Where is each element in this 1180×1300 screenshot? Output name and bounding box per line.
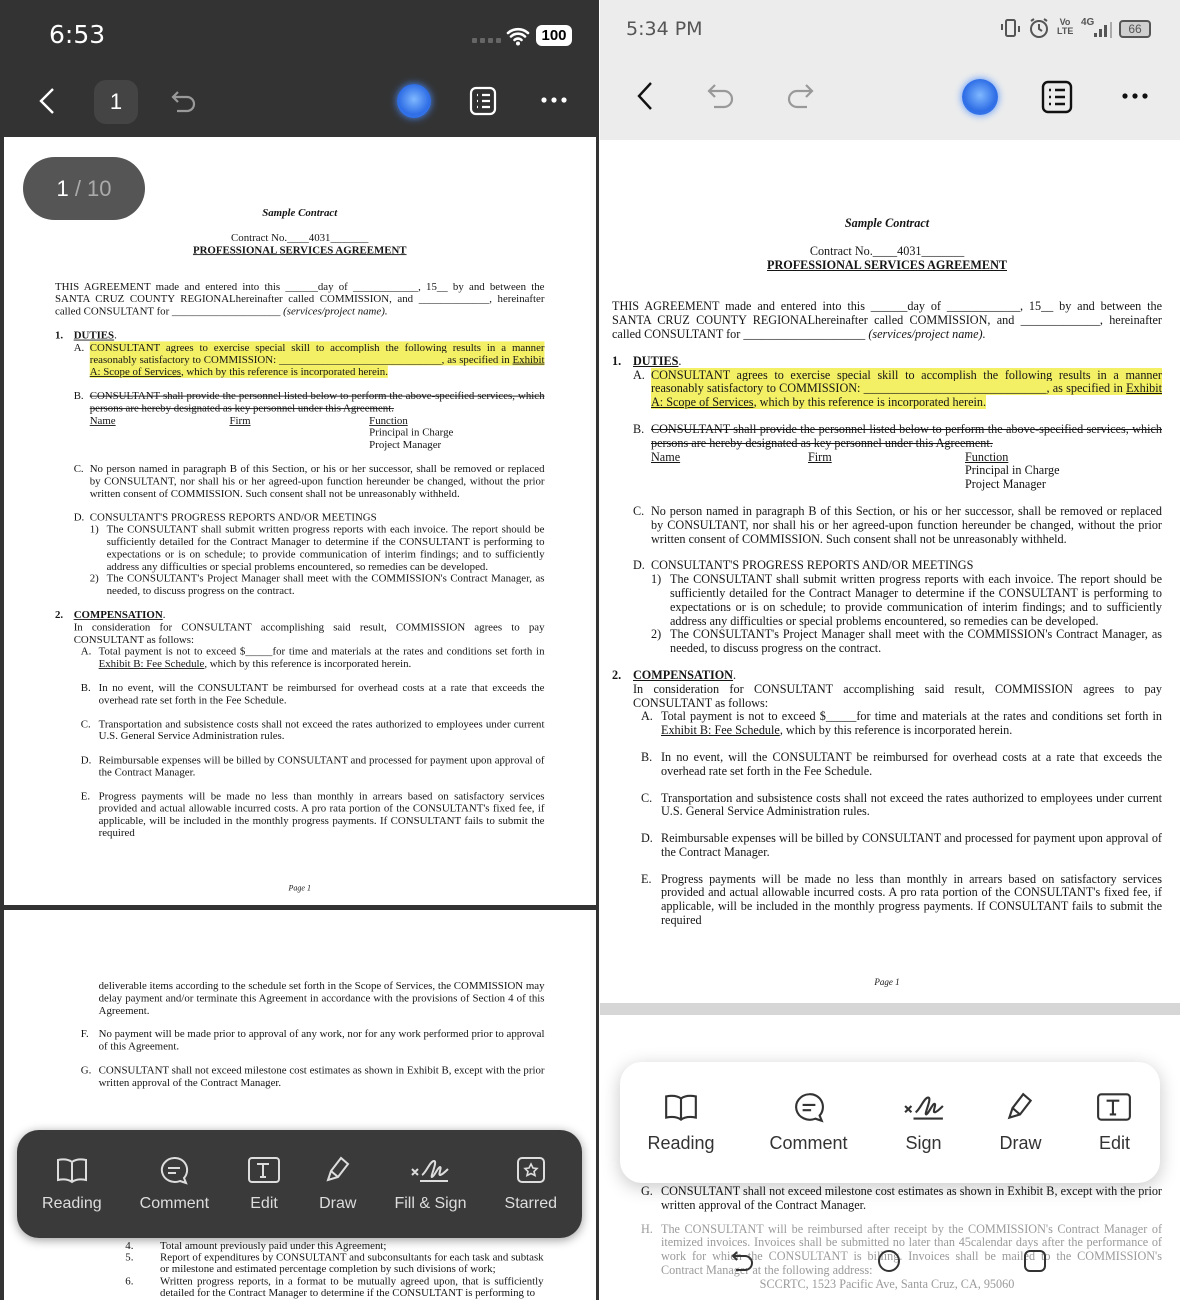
wifi-icon	[506, 26, 530, 46]
contract-number: Contract No.____4031_______	[809, 243, 965, 258]
undo-icon[interactable]	[706, 82, 736, 110]
volte-indicator: Vo LTE	[1057, 17, 1074, 36]
book-icon	[663, 1091, 699, 1123]
paragraph-duties-D: D. CONSULTANT'S PROGRESS REPORTS AND/OR MEETINGS	[633, 558, 974, 573]
pen-icon	[323, 1155, 353, 1185]
battery-indicator: 100	[536, 25, 572, 46]
paragraph-comp-C: C. Transportation and subsistence costs shall not exceed the rates authorized to employees under current U.S. General Service Administration rules.	[641, 790, 1162, 819]
exhibit-a-link[interactable]: Exhibit A: Scope of Services	[89, 353, 545, 379]
section-compensation: 2. COMPENSATION .	[55, 608, 166, 621]
mailing-address: SCCRTC, 1523 Pacific Ave, Santa Cruz, CA, 95060	[759, 1276, 1015, 1291]
draw-button[interactable]: Draw	[319, 1155, 356, 1213]
paragraph-duties-B: B. CONSULTANT shall provide the personnel listed below to perform the above-specified services, which persons are hereby designated as key personnel under this Agreement.	[73, 389, 545, 415]
book-icon	[55, 1155, 89, 1185]
back-icon[interactable]	[634, 80, 656, 112]
page-footer: Page 1	[874, 976, 900, 987]
intro-paragraph: THIS AGREEMENT made and entered into this ______day of ____________, 15__ by and between the SANTA CRUZ COUNTY REGIONALhereinafter called COMMISSION, and _____________, hereinafter called CONSULTANT for ____________________ (services/project name).	[55, 280, 545, 318]
page-counter: 1 / 10	[23, 157, 145, 220]
contract-number: Contract No.____4031_______	[231, 230, 369, 244]
paragraph-duties-A: A. CONSULTANT agrees to exercise special skill to accomplish the following results in a manner reasonably satisfactory to COMMISSION: ______________________________, as specified in Exhibit A: Scope of Services, which by this reference is incorporated herein.	[73, 341, 545, 379]
paragraph-duties-C: C. No person named in paragraph B of this Section, or his or her successor, shall be removed or replaced by CONSULTANT, nor shall his or her agreed-upon function hereunder be changed, without the prior written consent of COMMISSION. Such consent shall not be unreasonably withheld.	[633, 503, 1162, 546]
status-time: 6:53	[49, 20, 106, 49]
nav-back-icon[interactable]	[730, 1248, 756, 1274]
edit-button[interactable]: Edit	[1096, 1091, 1132, 1154]
paragraph-comp-A: A. Total payment is not to exceed $_____for time and materials at the rates and conditions set forth in Exhibit B: Fee Schedule, which by this reference is incorporated herein.	[641, 709, 1162, 738]
paragraph-comp-A: A. Total payment is not to exceed $_____for time and materials at the rates and conditions set forth in Exhibit B: Fee Schedule, which by this reference is incorporated herein.	[80, 645, 545, 670]
battery-indicator: 66	[1119, 20, 1151, 38]
paragraph-D1: 1) The CONSULTANT shall submit written progress reports with each invoice. The report should be sufficiently detailed for the Contract Manager to determine if the CONSULTANT is performing to expectations or is on schedule; to provide communication of interim findings; and to sufficiently address any difficulties or special problems encountered, so remedies can be developed.	[651, 572, 1162, 628]
paragraph-comp-D: D. Reimbursable expenses will be billed by CONSULTANT and processed for payment upon approval of the Contract Manager.	[80, 753, 545, 779]
key-personnel-table: Name Firm Function Principal in Charge Project Manager	[89, 413, 454, 451]
more-options-icon[interactable]	[540, 95, 568, 105]
paragraph-H: H. The CONSULTANT will be reimbursed after receipt by the COMMISSION's Contract Manager of itemized invoices. Invoices shall be submitted no later than 45calendar days after the performance of work for which the CONSULTANT is billing. Invoices shall be mailed to the COMMISSION's Contract Manager at the following address:	[641, 1221, 1162, 1277]
vibrate-icon	[1000, 18, 1022, 38]
comment-button[interactable]: Comment	[770, 1091, 848, 1154]
starred-button[interactable]: Starred	[505, 1155, 557, 1213]
doc-title: Sample Contract	[262, 206, 338, 219]
exhibit-b-link[interactable]: Exhibit B: Fee Schedule	[98, 657, 205, 670]
agreement-heading: PROFESSIONAL SERVICES AGREEMENT	[767, 257, 1007, 272]
ai-assistant-icon[interactable]	[962, 79, 998, 115]
undo-icon[interactable]	[170, 88, 198, 114]
document-page-1	[4, 137, 596, 905]
doc-title: Sample Contract	[844, 216, 930, 230]
document-page-1	[600, 140, 1180, 1003]
right-phone-screen	[600, 0, 1180, 1300]
bottom-toolbar	[620, 1062, 1160, 1183]
edit-text-icon	[1096, 1091, 1132, 1123]
signature-icon	[410, 1155, 450, 1185]
alarm-icon	[1028, 17, 1050, 39]
section-duties: 1. DUTIES .	[612, 353, 682, 368]
key-personnel-table: Name Firm Function Principal in Charge Project Manager	[651, 449, 1060, 492]
nav-recents-icon[interactable]	[1023, 1249, 1047, 1273]
outline-list-icon[interactable]	[469, 86, 497, 116]
signal-dots-icon	[472, 38, 501, 43]
paragraph-comp-B: B. In no event, will the CONSULTANT be reimbursed for overhead costs at a rate that exceeds the overhead rate set forth in the Fee Schedule.	[80, 681, 545, 707]
page-number-button[interactable]: 1	[94, 80, 138, 124]
page-footer: Page 1	[288, 883, 311, 893]
paragraph-comp-C: C. Transportation and subsistence costs shall not exceed the rates authorized to employees under current U.S. General Service Administration rules.	[80, 717, 545, 743]
reading-button[interactable]: Reading	[42, 1155, 102, 1213]
agreement-heading: PROFESSIONAL SERVICES AGREEMENT	[192, 243, 407, 256]
paragraph-F: F. No payment will be made prior to approval of any work, nor for any work performed prior to approval of this Agreement.	[80, 1027, 545, 1053]
intro-paragraph: THIS AGREEMENT made and entered into this ______day of ____________, 15__ by and between the SANTA CRUZ COUNTY REGIONALhereinafter called COMMISSION, and _____________, hereinafter called CONSULTANT for ____________________ (services/project name).	[612, 299, 1162, 341]
list-item: 6. Written progress reports, in a format to be mutually agreed upon, that is sufficiently detailed for the Contract Manager to determine if the CONSULTANT is performing to	[125, 1274, 544, 1299]
paragraph-comp-E: E. Progress payments will be made no less than monthly in arrears based on satisfactory services provided and actual allowable incurred costs. A pro rata portion of the CONSULTANT's fixed fee, if applicable, will be included in the monthly progress payments. If CONSULTANT fails to submit the required	[80, 789, 545, 839]
status-time: 5:34 PM	[626, 18, 703, 40]
list-item: 4. Total amount previously paid under this Agreement;	[125, 1238, 387, 1252]
compensation-intro: In consideration for CONSULTANT accomplishing said result, COMMISSION agrees to pay CONSULTANT as follows:	[633, 681, 1162, 710]
sign-button[interactable]: Sign	[903, 1091, 945, 1154]
paragraph-duties-D: D. CONSULTANT'S PROGRESS REPORTS AND/OR MEETINGS	[73, 510, 377, 524]
exhibit-b-link[interactable]: Exhibit B: Fee Schedule	[661, 723, 780, 738]
paragraph-D1: 1) The CONSULTANT shall submit written progress reports with each invoice. The report should be sufficiently detailed for the Contract Manager to determine if the CONSULTANT is performing to expectations or is on schedule; to provide communication of interim findings; and to sufficiently address any difficulties or special problems encountered, so remedies can be developed.	[89, 523, 545, 573]
bottom-toolbar	[17, 1130, 582, 1238]
paragraph-duties-A: A. CONSULTANT agrees to exercise special skill to accomplish the following results in a manner reasonably satisfactory to COMMISSION: ______________________________, as specified in Exhibit A: Scope of Services, which by this reference is incorporated herein.	[633, 367, 1162, 410]
section-duties: 1. DUTIES .	[55, 328, 117, 342]
paragraph-comp-E: E. Progress payments will be made no less than monthly in arrears based on satisfactory services provided and actual allowable incurred costs. A pro rata portion of the CONSULTANT's fixed fee, if applicable, will be included in the monthly progress payments. If CONSULTANT fails to submit the required	[641, 871, 1162, 928]
numbered-items	[55, 1240, 545, 1299]
reading-button[interactable]: Reading	[647, 1091, 714, 1154]
paragraph-duties-C: C. No person named in paragraph B of this Section, or his or her successor, shall be removed or replaced by CONSULTANT, nor shall his or her agreed-upon function hereunder be changed, without the prior written consent of COMMISSION. Such consent shall not be unreasonably withheld.	[73, 462, 545, 500]
edit-button[interactable]: Edit	[247, 1155, 281, 1213]
paragraph-D2: 2) The CONSULTANT's Project Manager shall meet with the COMMISSION's Contract Manager, as needed, to discuss progress on the contract.	[651, 627, 1162, 656]
nav-home-icon[interactable]	[877, 1249, 901, 1273]
back-icon[interactable]	[36, 86, 58, 116]
compensation-intro: In consideration for CONSULTANT accomplishing said result, COMMISSION agrees to pay CONSULTANT as follows:	[73, 620, 545, 646]
paragraph-duties-B: B. CONSULTANT shall provide the personnel listed below to perform the above-specified services, which persons are hereby designated as key personnel under this Agreement.	[633, 421, 1162, 450]
outline-list-icon[interactable]	[1041, 80, 1073, 114]
comment-icon	[158, 1155, 190, 1185]
pen-icon	[1004, 1091, 1036, 1123]
list-item: 5. Report of expenditures by CONSULTANT and subconsultants for each task and subtask or milestone and estimated percentage completion by such divisions of work;	[125, 1250, 544, 1275]
page-separator	[600, 1003, 1180, 1015]
more-options-icon[interactable]	[1121, 91, 1149, 101]
paragraph-comp-D: D. Reimbursable expenses will be billed by CONSULTANT and processed for payment upon approval of the Contract Manager.	[641, 831, 1162, 859]
fill-and-sign-button[interactable]: Fill & Sign	[394, 1155, 466, 1213]
starred-icon	[515, 1155, 547, 1185]
draw-button[interactable]: Draw	[999, 1091, 1041, 1154]
paragraph-comp-B: B. In no event, will the CONSULTANT be reimbursed for overhead costs at a rate that exceeds the overhead rate set forth in the Fee Schedule.	[641, 749, 1162, 778]
edit-text-icon	[247, 1155, 281, 1185]
comment-button[interactable]: Comment	[140, 1155, 209, 1213]
redo-icon[interactable]	[785, 82, 815, 110]
paragraph-G: G. CONSULTANT shall not exceed milestone cost estimates as shown in Exhibit B, except with the prior written approval of the Contract Manager.	[80, 1063, 545, 1089]
comment-icon	[792, 1091, 826, 1123]
exhibit-a-link[interactable]: Exhibit A: Scope of Services	[651, 381, 1162, 410]
ai-assistant-icon[interactable]	[397, 84, 431, 118]
signature-icon	[903, 1091, 945, 1123]
section-compensation: 2. COMPENSATION .	[612, 667, 737, 682]
document-page-2	[4, 910, 596, 1300]
signal-icon	[1092, 22, 1114, 38]
paragraph-D2: 2) The CONSULTANT's Project Manager shall meet with the COMMISSION's Contract Manager, as needed, to discuss progress on the contract.	[89, 572, 545, 597]
paragraph-continuation: deliverable items according to the schedule set forth in the Scope of Services, the COMMISSION may delay payment and/or terminate this Agreement in accordance with the provisions of Section 4 of this Agreement.	[98, 979, 545, 1017]
paragraph-G: G. CONSULTANT shall not exceed milestone cost estimates as shown in Exhibit B, except with the prior written approval of the Contract Manager.	[641, 1184, 1162, 1212]
network-type: 4G	[1081, 17, 1095, 28]
